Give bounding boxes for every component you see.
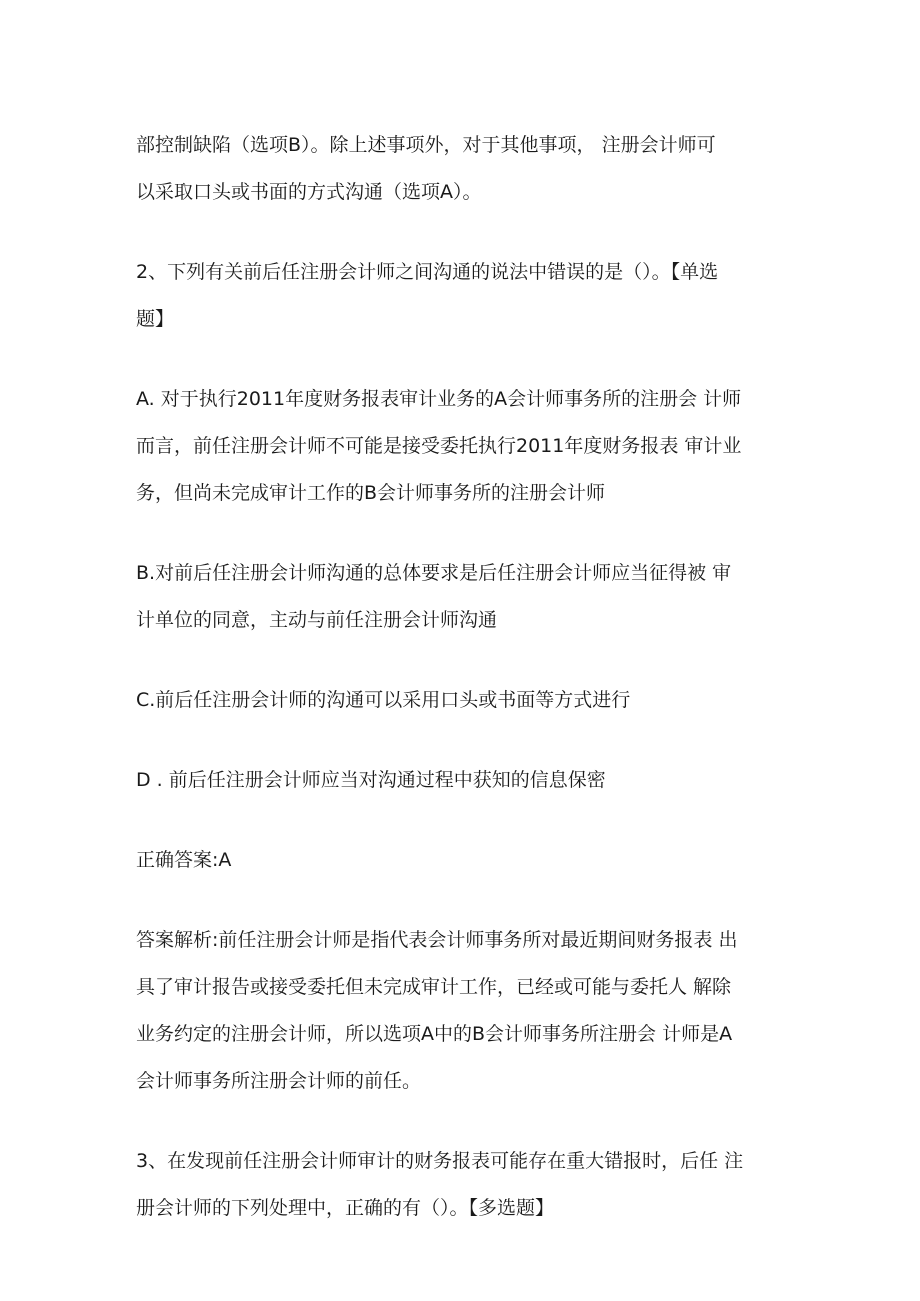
- option-d: [136, 761, 796, 808]
- text-line: 2、下列有关前后任注册会计师之间沟通的说法中错误的是（）。【单选: [136, 261, 719, 283]
- text-line: 册会计师的下列处理中，正确的有（）。【多选题】: [136, 1197, 555, 1219]
- text-line: 3、在发现前任注册会计师审计的财务报表可能存在重大错报时，后任 注: [136, 1150, 744, 1172]
- option-a: [136, 380, 796, 521]
- text-line: 会计师事务所注册会计师的前任。: [136, 1070, 422, 1092]
- answer-explanation: [136, 921, 796, 1109]
- previous-explanation-tail: [136, 126, 796, 220]
- text-line: B.对前后任注册会计师沟通的总体要求是后任注册会计师应当征得被 审: [136, 562, 732, 584]
- text-line: A. 对于执行2011年度财务报表审计业务的A会计师事务所的注册会 计师: [136, 388, 742, 410]
- text-line: 而言，前任注册会计师不可能是接受委托执行2011年度财务报表 审计业: [136, 435, 742, 457]
- text-line: 具了审计报告或接受委托但未完成审计工作，已经或可能与委托人 解除: [136, 976, 732, 998]
- text-line: C.前后任注册会计师的沟通可以采用口头或书面等方式进行: [136, 689, 631, 711]
- text-line: 正确答案:A: [136, 849, 232, 871]
- text-line: 务，但尚未完成审计工作的B会计师事务所的注册会计师: [136, 482, 606, 504]
- question-3: [136, 1142, 796, 1236]
- correct-answer: [136, 841, 796, 888]
- text-line: 业务约定的注册会计师，所以选项A中的B会计师事务所注册会 计师是A: [136, 1023, 733, 1045]
- text-line: 计单位的同意，主动与前任注册会计师沟通: [136, 609, 498, 631]
- text-line: 答案解析:前任注册会计师是指代表会计师事务所对最近期间财务报表 出: [136, 929, 738, 951]
- option-c: [136, 681, 796, 728]
- option-b: [136, 554, 796, 648]
- document-content: [136, 126, 796, 1236]
- text-line: 题】: [136, 308, 175, 330]
- text-line: D . 前后任注册会计师应当对沟通过程中获知的信息保密: [136, 769, 606, 791]
- question-2: [136, 253, 796, 347]
- text-line: 以采取口头或书面的方式沟通（选项A）。: [136, 181, 482, 203]
- text-line: 部控制缺陷（选项B）。除上述事项外，对于其他事项， 注册会计师可: [136, 134, 716, 156]
